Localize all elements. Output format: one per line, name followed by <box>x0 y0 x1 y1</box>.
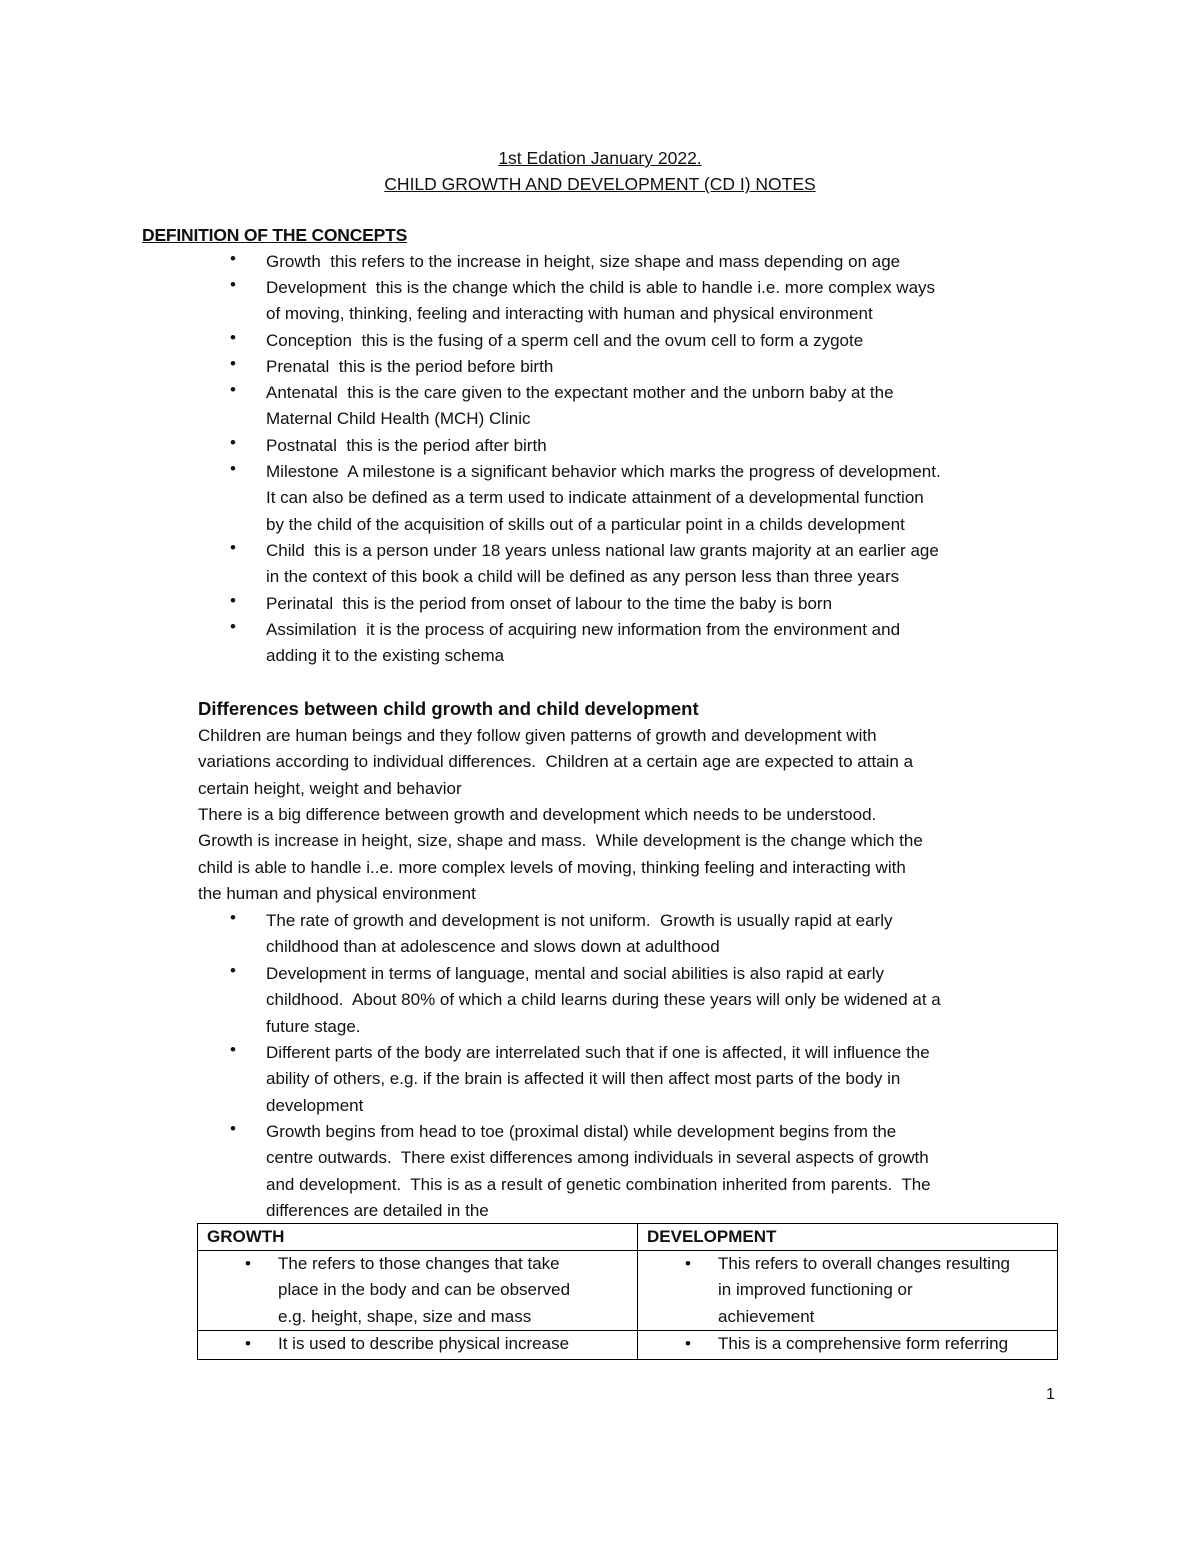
bullet-icon: • <box>685 1334 691 1354</box>
list-item-text: Growth this refers to the increase in height, size shape and mass depending on age <box>266 252 901 271</box>
bullet-icon: • <box>230 433 236 452</box>
list-item-text: Growth begins from head to toe (proximal distal) while development begins from the centre outwards. There exist differences among individuals in several aspects of growth and development. This is as a result of genetic combination inherited from parents. The differences are detailed in the <box>266 1122 931 1221</box>
page-number: 1 <box>1046 1386 1055 1403</box>
list-item-text: Development in terms of language, mental and social abilities is also rapid at early childhood. About 80% of which a child learns during these years will only be widened at a future stage. <box>266 964 941 1036</box>
table-header-development: DEVELOPMENT <box>638 1224 1058 1251</box>
table-row <box>198 1331 1058 1360</box>
table-cell <box>638 1251 1058 1331</box>
course-title: CHILD GROWTH AND DEVELOPMENT (CD I) NOTES <box>384 174 816 194</box>
list-item-text: Antenatal this is the care given to the expectant mother and the unborn baby at the Maternal Child Health (MCH) Clinic <box>266 383 894 429</box>
differences-paragraph-2: There is a big difference between growth and development which needs to be understood. Growth is increase in height, size, shape and mass. While development is the change which the child is able to handle i..e. more complex levels of moving, thinking feeling and interacting with the human and physical environment <box>198 805 923 904</box>
table-header-growth: GROWTH <box>198 1224 638 1251</box>
list-item-text: Perinatal this is the period from onset of labour to the time the baby is born <box>266 594 833 613</box>
table-cell-text: It is used to describe physical increase <box>278 1334 570 1354</box>
differences-paragraph-1: Children are human beings and they follow given patterns of growth and development with variations according to individual differences. Children at a certain age are expected to attain a certain height, weight and behavior <box>198 726 914 798</box>
list-item-text: Assimilation it is the process of acquiring new information from the environment and adding it to the existing schema <box>266 620 901 666</box>
list-item-text: Milestone A milestone is a significant behavior which marks the progress of development. It can also be defined as a term used to indicate attainment of a developmental function by the child of the acquisition of skills out of a particular point in a childs development <box>266 462 941 534</box>
bullet-icon: • <box>230 459 236 478</box>
table-cell <box>198 1331 638 1360</box>
list-item-text: Child this is a person under 18 years unless national law grants majority at an earlier age in the context of this book a child will be defined as any person less than three years <box>266 541 939 587</box>
table-cell-text: This is a comprehensive form referring <box>718 1334 1009 1354</box>
table-cell-text: The refers to those changes that take place in the body and can be observed e.g. height, shape, size and mass <box>278 1254 571 1326</box>
bullet-icon: • <box>230 591 236 610</box>
bullet-icon: • <box>230 1119 236 1138</box>
table-row <box>198 1251 1058 1331</box>
list-item-text: Prenatal this is the period before birth <box>266 357 554 376</box>
table-cell-text: This refers to overall changes resulting in improved functioning or achievement <box>718 1254 1010 1326</box>
bullet-icon: • <box>245 1254 251 1273</box>
definitions-heading: DEFINITION OF THE CONCEPTS <box>142 225 408 245</box>
list-item-text: Postnatal this is the period after birth <box>266 436 547 455</box>
table-header-row <box>198 1224 1058 1251</box>
bullet-icon: • <box>230 354 236 373</box>
document-title <box>0 145 1200 197</box>
bullet-icon: • <box>230 1040 236 1059</box>
bullet-icon: • <box>230 249 236 268</box>
list-item-text: Conception this is the fusing of a sperm cell and the ovum cell to form a zygote <box>266 331 864 350</box>
bullet-icon: • <box>245 1334 251 1354</box>
edition-line: 1st Edation January 2022. <box>498 148 702 168</box>
bullet-icon: • <box>230 538 236 557</box>
bullet-icon: • <box>230 380 236 399</box>
growth-development-table <box>197 1223 1058 1360</box>
table-cell <box>198 1251 638 1331</box>
bullet-icon: • <box>230 328 236 347</box>
bullet-icon: • <box>685 1254 691 1273</box>
table-cell <box>638 1331 1058 1360</box>
list-item-text: Different parts of the body are interrelated such that if one is affected, it will influence the ability of others, e.g. if the brain is affected it will then affect most parts of the body in development <box>266 1043 930 1115</box>
list-item-text: Development this is the change which the child is able to handle i.e. more complex ways of moving, thinking, feeling and interacting with human and physical environment <box>266 278 936 324</box>
differences-heading: Differences between child growth and child development <box>198 698 699 719</box>
bullet-icon: • <box>230 961 236 980</box>
list-item-text: The rate of growth and development is not uniform. Growth is usually rapid at early childhood than at adolescence and slows down at adulthood <box>266 911 893 957</box>
bullet-icon: • <box>230 275 236 294</box>
bullet-icon: • <box>230 617 236 636</box>
bullet-icon: • <box>230 908 236 927</box>
